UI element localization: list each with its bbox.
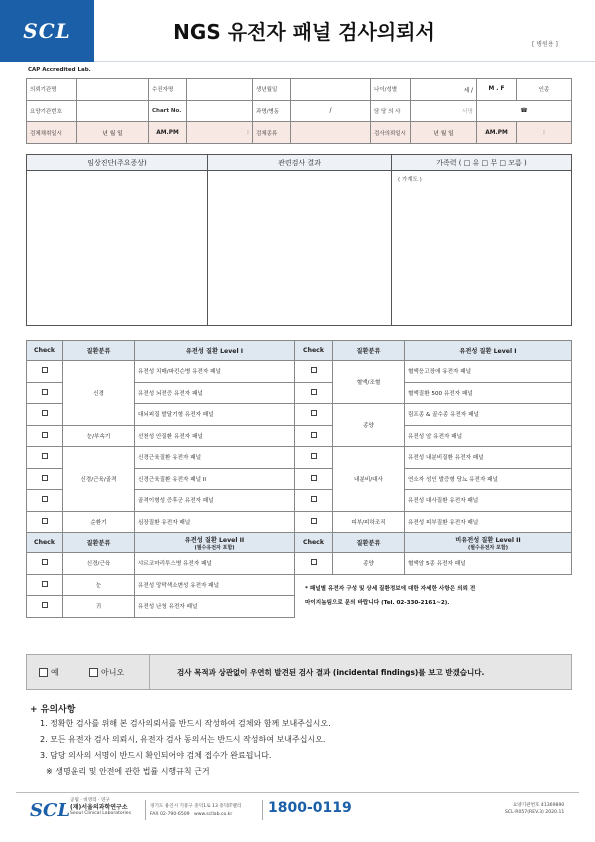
divider	[145, 800, 146, 820]
category-cell: 눈/부속기	[63, 425, 135, 447]
pedigree-label: ( 가계도 )	[398, 177, 422, 183]
checkbox[interactable]	[311, 475, 317, 481]
test-name: 유전성 피부질환 유전자 패널	[405, 511, 572, 533]
test-name: 유전성 암 유전자 패널	[405, 425, 572, 447]
header-nonhereditary: 비유전성 질환 Level II (필수유전자 포함)	[405, 533, 572, 553]
field-institution[interactable]	[77, 79, 149, 101]
label-dept: 과명/병동	[253, 100, 291, 122]
footer-org: 공립 · 비영리 · 연구 (재)서울의과학연구소 Seoul Clinical Laboratories	[70, 798, 132, 816]
label-institution-no: 요양기관번호	[27, 100, 77, 122]
label-specimen: 검체종류	[253, 122, 291, 144]
checkbox[interactable]	[42, 453, 48, 459]
header-level2: 유전성 질환 Level II (필수유전자 포함)	[135, 533, 295, 553]
header-category: 질환분류	[333, 533, 405, 553]
checkbox[interactable]	[311, 389, 317, 395]
website-link[interactable]: www.scllab.co.kr	[193, 812, 233, 817]
category-cell: 피부/피하조직	[333, 511, 405, 533]
checkbox[interactable]	[42, 389, 48, 395]
test-name: 혈액응고장애 유전자 패널	[405, 361, 572, 383]
header-category: 질환분류	[63, 341, 135, 361]
test-name: 혈액암 5종 유전자 패널	[405, 553, 572, 575]
divider	[262, 800, 263, 820]
category-cell: 신경	[63, 361, 135, 426]
field-dept[interactable]: /	[291, 100, 371, 122]
category-cell: 신경/근육	[63, 553, 135, 575]
checkbox[interactable]	[42, 496, 48, 502]
checkbox[interactable]	[42, 581, 48, 587]
checkbox[interactable]	[311, 410, 317, 416]
footer-address: 경기도 용인시 기흥구 흥덕1로 13 흥덕IT밸리 FAX 02-790-6509 www.scllab.co.kr	[150, 804, 242, 817]
header-check: Check	[27, 533, 63, 553]
page-title: NGS 유전자 패널 검사의뢰서	[173, 20, 435, 44]
checkbox[interactable]	[42, 518, 48, 524]
test-name: 림프종 & 골수종 유전자 패널	[405, 404, 572, 426]
notes-item: 2. 모든 유전자 검사 의뢰시, 유전자 검사 동의서는 반드시 작성하여 보내주십시오.	[40, 735, 326, 744]
phone-icon: ☎	[477, 100, 572, 122]
field-dob[interactable]	[291, 79, 371, 101]
checkbox[interactable]	[42, 559, 48, 565]
checkbox[interactable]	[311, 559, 317, 565]
consent-yes[interactable]: 예	[39, 667, 59, 678]
header-level1: 유전성 질환 Level I	[135, 341, 295, 361]
checkbox[interactable]	[311, 518, 317, 524]
family-history-header[interactable]: 가족력 ( □ 유 □ 무 □ 모름 )	[436, 158, 527, 167]
related-results-header: 관련검사 결과	[208, 155, 392, 170]
notes-item: 1. 정확한 검사를 위해 본 검사의뢰서를 반드시 작성하여 검체와 함께 보내주십시오.	[40, 719, 331, 728]
test-name: 유전성 대사질환 유전자 패널	[405, 490, 572, 512]
copy-tag: [ 병원용 ]	[532, 41, 558, 48]
footer-phone: 1800-0119	[268, 800, 352, 816]
label-race: 인종	[517, 79, 572, 101]
field-age[interactable]: 세 /	[411, 79, 477, 101]
test-name: 유전성 난청 유전자 패널	[135, 596, 295, 618]
test-name: 유전성 치매/파킨슨병 유전자 패널	[135, 361, 295, 383]
label-doctor: 담 당 의 사	[371, 100, 411, 122]
header-level1: 유전성 질환 Level I	[405, 341, 572, 361]
clinical-diagnosis-header: 임상진단(주요증상)	[27, 155, 208, 170]
category-cell: 신경/근육/골격	[63, 447, 135, 512]
field-signature[interactable]: 서명	[411, 100, 477, 122]
cap-label: CAP Accredited Lab.	[28, 67, 91, 73]
label-age-sex: 나이/성별	[371, 79, 411, 101]
label-institution: 의뢰기관명	[27, 79, 77, 101]
field-request-date[interactable]: 년 월 일	[411, 122, 477, 144]
notes-title: + 유의사항	[30, 705, 76, 715]
test-name: 유전성 망막색소변성 유전자 패널	[135, 574, 295, 596]
field-collect-ampm[interactable]: AM.PM	[149, 122, 187, 144]
footer-divider	[16, 792, 579, 793]
category-cell: 눈	[63, 574, 135, 596]
test-name: 유전성 뇌전증 유전자 패널	[135, 382, 295, 404]
test-name: 신경근육질환 유전자 패널 II	[135, 468, 295, 490]
checkbox[interactable]	[311, 367, 317, 373]
header-category: 질환분류	[333, 341, 405, 361]
footer-logo: SCL	[30, 800, 70, 821]
field-patient[interactable]	[187, 79, 253, 101]
panel-table	[26, 340, 572, 618]
pedigree-field[interactable]	[392, 171, 571, 325]
header-check: Check	[27, 341, 63, 361]
field-sex[interactable]: M . F	[477, 79, 517, 101]
consent-bar	[26, 654, 572, 690]
field-institution-no[interactable]	[77, 100, 149, 122]
checkbox[interactable]	[42, 432, 48, 438]
label-dob: 생년월일	[253, 79, 291, 101]
category-cell: 순환기	[63, 511, 135, 533]
label-chart-no: Chart No.	[149, 100, 187, 122]
checkbox[interactable]	[42, 367, 48, 373]
field-collect-date[interactable]: 년 월 일	[77, 122, 149, 144]
test-name: 선천성 안질환 유전자 패널	[135, 425, 295, 447]
category-cell: 종양	[333, 404, 405, 447]
field-collect-time[interactable]: :	[187, 122, 253, 144]
header-category: 질환분류	[63, 533, 135, 553]
clinical-diagnosis-field[interactable]	[27, 171, 208, 325]
checkbox[interactable]	[42, 602, 48, 608]
test-name: 유전성 내분비질환 유전자 패널	[405, 447, 572, 469]
checkbox[interactable]	[89, 668, 98, 677]
clinical-section	[26, 154, 572, 326]
checkbox[interactable]	[311, 453, 317, 459]
checkbox[interactable]	[42, 475, 48, 481]
related-results-field[interactable]	[208, 171, 392, 325]
panel-note: * 패널별 유전자 구성 및 상세 질환정보에 대한 자세한 사항은 의뢰 전 마이지놈팀으로 문의 바랍니다 (Tel. 02-330-2161~2).	[305, 585, 476, 606]
category-cell: 혈액/조혈	[333, 361, 405, 404]
divider	[149, 655, 150, 689]
field-chart-no[interactable]	[187, 100, 253, 122]
info-table	[26, 78, 572, 144]
header-check: Check	[295, 533, 333, 553]
category-cell: 귀	[63, 596, 135, 618]
test-name: 심장질환 유전자 패널	[135, 511, 295, 533]
field-request-time[interactable]: :	[517, 122, 572, 144]
label-request-date: 검사의뢰일시	[371, 122, 411, 144]
checkbox[interactable]	[311, 496, 317, 502]
test-name: 연소자 성인 발증형 당뇨 유전자 패널	[405, 468, 572, 490]
footer-code: 요양기관번호 41369890 SCL-R057(REV.3) 2020.11	[505, 803, 565, 815]
logo: SCL	[0, 0, 94, 62]
category-cell: 내분비/대사	[333, 447, 405, 512]
checkbox[interactable]	[39, 668, 48, 677]
label-patient: 수진자명	[149, 79, 187, 101]
label-collect-date: 검체채취일시	[27, 122, 77, 144]
test-name: 샤르코마리투스병 유전자 패널	[135, 553, 295, 575]
test-name: 신경근육질환 유전자 패널	[135, 447, 295, 469]
consent-text: 검사 목적과 상관없이 우연히 발견된 검사 결과 (incidental findings)를 보고 받겠습니다.	[177, 668, 485, 677]
consent-no[interactable]: 아니오	[89, 667, 124, 678]
category-cell: 종양	[333, 553, 405, 575]
header-check: Check	[295, 341, 333, 361]
test-name: 골격이형성 증후군 유전자 패널	[135, 490, 295, 512]
notes-item: 3. 담당 의사의 서명이 반드시 확인되어야 검체 접수가 완료됩니다.	[40, 751, 272, 760]
checkbox[interactable]	[311, 432, 317, 438]
field-specimen[interactable]	[291, 122, 371, 144]
test-name: 혈액질환 500 유전자 패널	[405, 382, 572, 404]
test-name: 대뇌피질 발달기형 유전자 패널	[135, 404, 295, 426]
checkbox[interactable]	[42, 410, 48, 416]
notes-item: ※ 생명윤리 및 안전에 관한 법률 시행규칙 근거	[46, 767, 210, 776]
field-request-ampm[interactable]: AM.PM	[477, 122, 517, 144]
